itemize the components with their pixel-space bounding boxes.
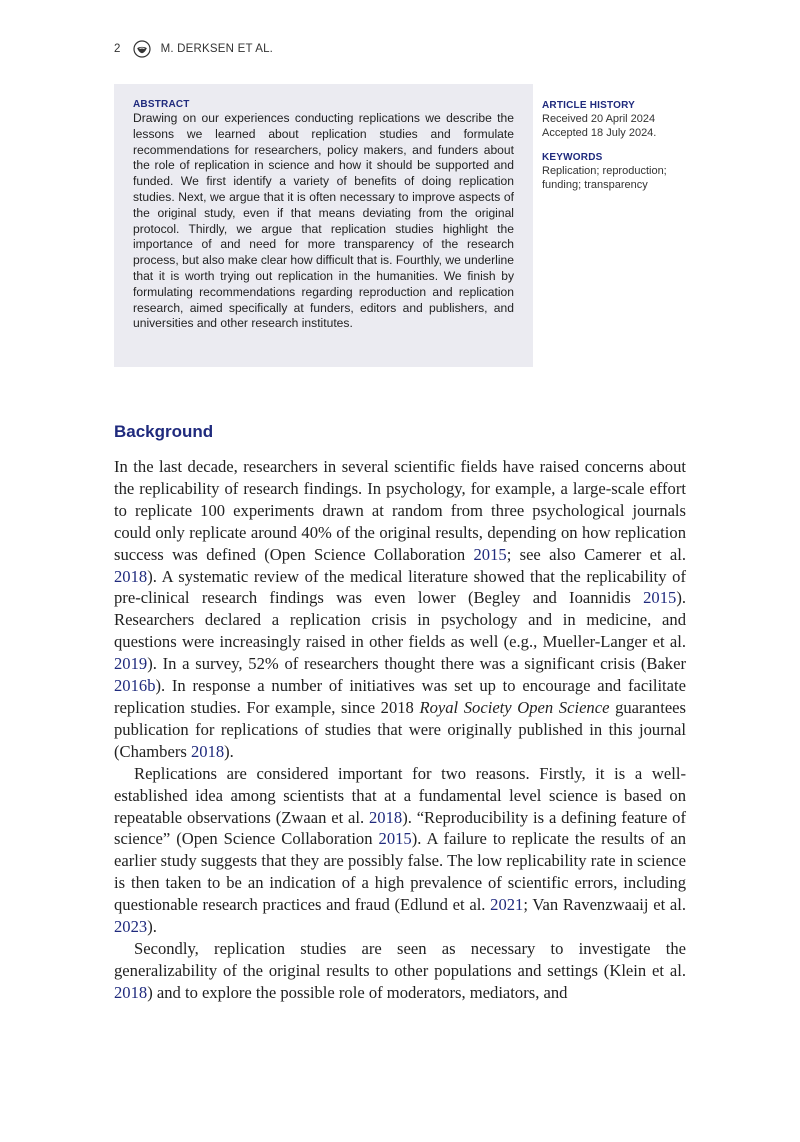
- article-metadata: [542, 100, 712, 192]
- citation-link[interactable]: 2018: [114, 982, 148, 1002]
- text-run: ).: [147, 917, 157, 937]
- text-run: ). In response a number of initiatives was set up to encourage and facilitate replication studies. For example, since 2018: [114, 676, 686, 717]
- citation-link[interactable]: 2015: [473, 544, 507, 564]
- citation-link[interactable]: 2018: [190, 741, 225, 761]
- citation-link[interactable]: 2018: [114, 566, 148, 586]
- citation-link[interactable]: 2019: [114, 654, 148, 674]
- citation-link[interactable]: 2021: [490, 895, 524, 915]
- text-run: ). In a survey, 52% of researchers thought there was a significant crisis (Baker: [147, 654, 686, 674]
- section-heading: Background: [114, 422, 214, 441]
- text-run: ) and to explore the possible role of moderators, mediators, and: [147, 982, 568, 1002]
- page-number: 2: [114, 43, 121, 55]
- paragraph-1: [114, 456, 686, 763]
- citation-link[interactable]: 2015: [643, 588, 677, 608]
- citation-link[interactable]: 2023: [114, 917, 148, 937]
- text-run: ; Van Ravenzwaaij et al.: [523, 895, 687, 915]
- citation-link[interactable]: 2018: [369, 807, 403, 827]
- article-history-heading: ARTICLE HISTORY: [542, 100, 636, 111]
- paragraph-2: [114, 763, 686, 938]
- keywords-heading: KEYWORDS: [542, 152, 603, 163]
- running-head-authors: M. DERKSEN ET AL.: [160, 43, 274, 55]
- citation-link[interactable]: 2016b: [114, 676, 156, 696]
- text-run: In the last decade, researchers in several scientific fields have raised concerns about the replicability of research findings. In psychology, for example, a large-scale effort to replicate 100 experiments drawn at random from three psychological journals could only replicate around 40% of the original results, depending on how replication success was defined (Open Science Collaboration: [114, 457, 686, 564]
- body-text: [114, 456, 686, 1004]
- keywords-line-2: funding; transparency: [542, 179, 648, 191]
- abstract-text: Drawing on our experiences conducting replications we describe the lessons we learned about replication studies and formulate recommendations for researchers, policy makers, and funders about the role of replication in science and how it should be supported and funded. We first identify a variety of benefits of doing replication studies. Next, we argue that it is often necessary to improve aspects of the original study, even if that means deviating from the original protocol. Thirdly, we argue that replication studies highlight the importance of and need for more transparency of the research process, but also make clear how difficult that is. Fourthly, we underline that it is worth trying out replication in the humanities. We finish by formulating recommendations regarding reproduction and replication research, aimed specifically at funders, editors and publishers, and universities and other research institutes.: [133, 111, 514, 331]
- text-run: ). A failure to replicate the results of an earlier study suggests that they are possibly false. The low replicability rate in science is then taken to be an indication of a high prevalence of scientific errors, including questionable research practices and fraud (Edlund et al.: [114, 829, 686, 915]
- abstract-heading: ABSTRACT: [133, 99, 190, 110]
- received-date: Received 20 April 2024: [542, 113, 656, 125]
- running-head: [114, 40, 273, 58]
- text-run: Replications are considered important for two reasons. Firstly, it is a well-established idea among scientists that at a fundamental level science is based on repeatable observations (Zwaan et al.: [114, 763, 686, 827]
- text-run: Secondly, replication studies are seen as necessary to investigate the generalizability of the original results to other populations and settings (Klein et al.: [114, 938, 686, 980]
- text-run: ). A systematic review of the medical literature showed that the replicability of pre-clinical research findings was even lower (Begley and Ioannidis: [114, 566, 686, 608]
- journal-name: Royal Society Open Science: [419, 697, 610, 717]
- paragraph-3: [114, 938, 686, 1004]
- text-run: ; see also Camerer et al.: [506, 544, 686, 564]
- text-run: ). Researchers declared a replication crisis in psychology and in medicine, and questions were increasingly raised in other fields as well (e.g., Mueller-Langer et al.: [114, 588, 686, 652]
- citation-link[interactable]: 2015: [378, 829, 412, 849]
- text-run: guarantees publication for replications of studies that were originally published in this journal (Chambers: [114, 697, 687, 761]
- publisher-logo-icon: [133, 40, 151, 58]
- text-run: ). “Reproducibility is a defining feature of science” (Open Science Collaboration: [114, 807, 686, 849]
- accepted-date: Accepted 18 July 2024.: [542, 127, 657, 139]
- metadata-spacer: [542, 140, 712, 152]
- keywords-line-1: Replication; reproduction;: [542, 165, 667, 177]
- abstract-box: [114, 84, 533, 367]
- text-run: ).: [224, 741, 234, 761]
